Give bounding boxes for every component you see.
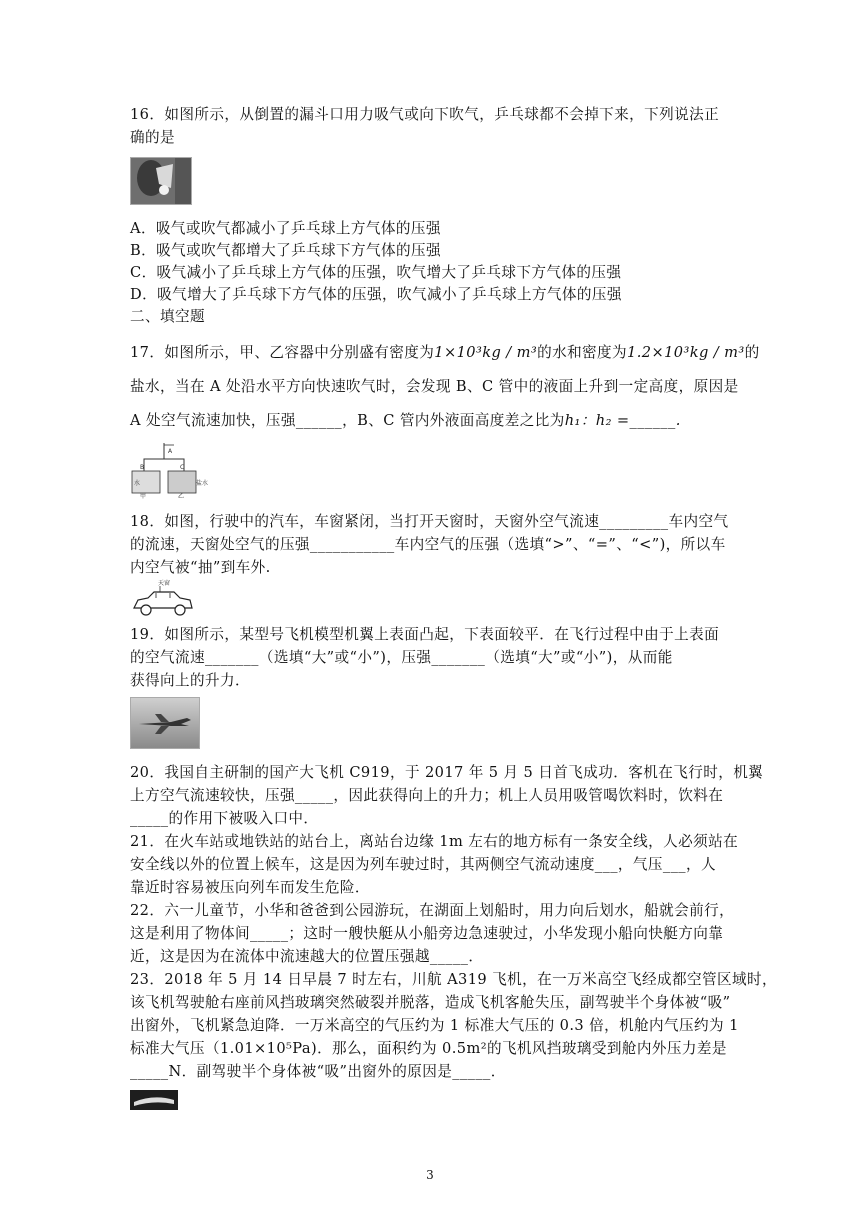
q17-line3 [130,410,681,431]
q17-density-water: 1×10³kg / m³ [434,344,538,361]
q18-line1: 18．如图，行驶中的汽车，车窗紧闭，当打开天窗时，天窗外空气流速_________车内空气 [130,513,729,530]
q20-line3: _____的作用下被吸入口中． [130,810,319,827]
q22-line2: 这是利用了物体间_____；这时一艘快艇从小船旁边急速驶过，小华发现小船向快艇方向靠 [130,925,724,942]
q16-option-a: A．吸气或吹气都减小了乒乓球上方气体的压强 [130,220,441,237]
q22-line1: 22．六一儿童节，小华和爸爸到公园游玩，在湖面上划船时，用力向后划水，船就会前行， [130,902,735,919]
q18-line2: 的流速，天窗处空气的压强___________车内空气的压强（选填“>”、“=”、“<”)，所以车 [130,536,726,553]
q21-line3: 靠近时容易被压向列车而发生危险． [130,879,370,896]
q17-label-a: A [168,448,173,455]
q19-airplane-photo [130,697,200,749]
q23-line4: 标准大气压（1.01×10⁵Pa)．那么，面积约为 0.5m²的飞机风挡玻璃受到舱内外压力差是 [130,1040,727,1057]
q17-density-brine: 1.2×10³kg / m³ [627,344,745,361]
q17-line2: 盐水，当在 A 处沿水平方向快速吹气时，会发现 B、C 管中的液面上升到一定高度，原因是 [130,378,739,395]
q16-option-c: C．吸气减小了乒乓球上方气体的压强，吹气增大了乒乓球下方气体的压强 [130,264,622,281]
q17-line3a: A 处空气流速加快，压强______，B、C 管内外液面高度差之比为 [130,412,565,429]
q18-car-diagram [130,578,194,620]
q23-line3: 出窗外，飞机紧急迫降．一万米高空的气压约为 1 标准大气压的 0.3 倍，机舱内气压约为 1 [130,1017,739,1034]
q20-line1: 20．我国自主研制的国产大飞机 C919，于 2017 年 5 月 5 日首飞成功．客机在飞行时，机翼 [130,764,764,781]
q21-line2: 安全线以外的位置上候车，这是因为列车驶过时，其两侧空气流动速度___，气压___，人 [130,856,716,873]
q17-label-c: C [180,464,185,471]
q17-line1 [130,342,760,363]
q17-label-brine: 盐水 [196,480,208,487]
q18-line3: 内空气被“抽”到车外. [130,559,271,576]
q23-line2: 该飞机驾驶舱右座前风挡玻璃突然破裂并脱落，造成飞机客舱失压，副驾驶半个身体被“吸” [130,994,731,1011]
q17-ratio: h₁：h₂ =______. [564,412,681,429]
q18-label-sunroof: 天窗 [158,580,171,587]
q19-line1: 19．如图所示，某型号飞机模型机翼上表面凸起，下表面较平．在飞行过程中由于上表面 [130,626,720,643]
q17-label-b: B [140,464,145,471]
q23-line5: _____N．副驾驶半个身体被“吸”出窗外的原因是_____． [130,1063,506,1080]
q17-line1a: 17．如图所示，甲、乙容器中分别盛有密度为 [130,344,435,361]
q17-label-jia: 甲 [140,493,147,499]
q19-line3: 获得向上的升力． [130,672,250,689]
q16-option-d: D．吸气增大了乒乓球下方气体的压强，吹气减小了乒乓球上方气体的压强 [130,286,622,303]
q17-line1b: 的水和密度为 [537,344,628,361]
q16-stem-line2: 确的是 [130,129,175,146]
q17-line1c: 的 [744,344,760,361]
section-heading-fill-blank: 二、填空题 [130,308,205,325]
q23-line1: 23．2018 年 5 月 14 日早晨 7 时左右，川航 A319 飞机，在一万米高空飞经成都空管区域时， [130,971,778,988]
q22-line3: 近，这是因为在流体中流速越大的位置压强越_____． [130,948,484,965]
q16-stem-line1: 16．如图所示，从倒置的漏斗口用力吸气或向下吹气，乒乓球都不会掉下来，下列说法正 [130,106,720,123]
q23-cockpit-photo [130,1090,178,1110]
q19-line2: 的空气流速_______（选填“大”或“小”)，压强_______（选填“大”或“小”)，从而能 [130,649,673,666]
q21-line1: 21．在火车站或地铁站的站台上，离站台边缘 1m 左右的地方标有一条安全线，人必须站在 [130,833,739,850]
q17-container-diagram [130,441,208,499]
page-number: 3 [426,1168,434,1182]
q20-line2: 上方空气流速较快，压强_____，因此获得向上的升力；机上人员用吸管喝饮料时，饮料在 [130,787,724,804]
q16-funnel-photo [130,157,192,205]
q17-label-yi: 乙 [178,493,185,499]
q17-label-water: 水 [134,480,141,487]
q16-option-b: B．吸气或吹气都增大了乒乓球下方气体的压强 [130,242,442,259]
